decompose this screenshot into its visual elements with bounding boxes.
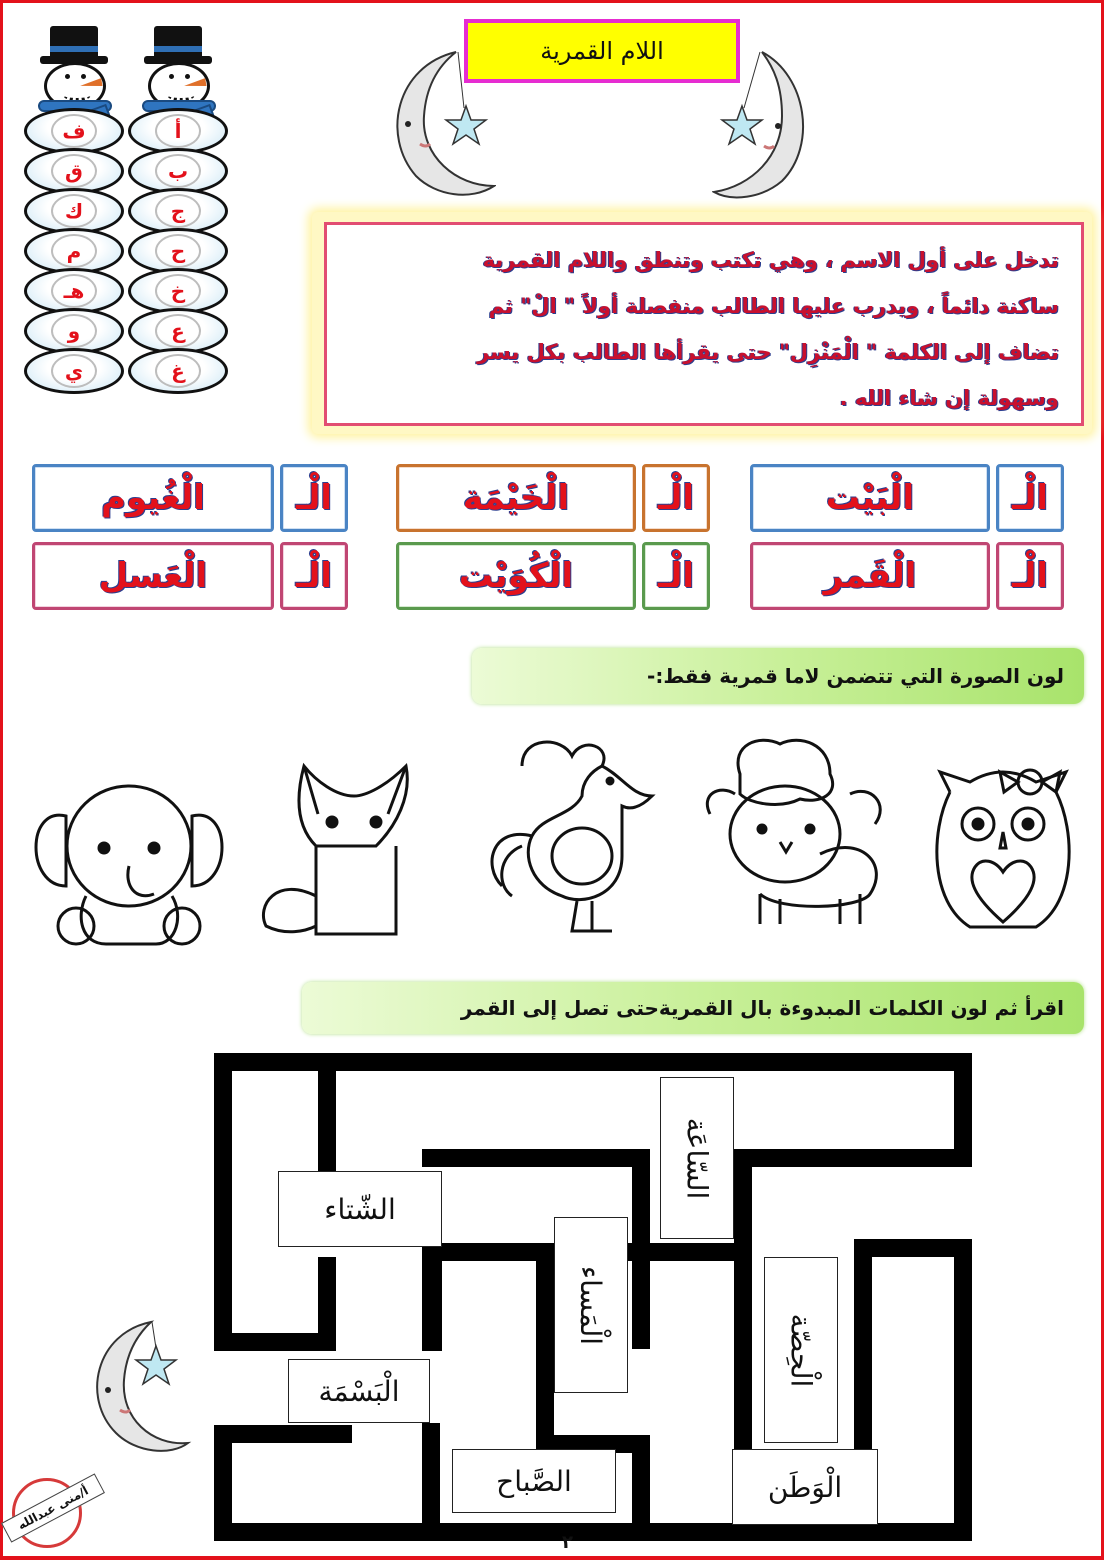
word-card: الْقَمر [750, 542, 990, 610]
hat-icon [154, 26, 202, 58]
explanation-line: وسهولة إن شاء الله . [839, 386, 1059, 410]
maze-word[interactable]: الْحِصّة [764, 1257, 838, 1443]
prefix-card: الْـ [280, 542, 348, 610]
maze [214, 1053, 972, 1541]
word-card: الْخَيْمَة [396, 464, 636, 532]
maze-word[interactable]: الشّتاء [278, 1171, 442, 1247]
explanation-line: تدخل على أول الاسم ، وهي تكتب وتنطق واللام القمرية [482, 248, 1059, 272]
prefix-card: الْـ [642, 464, 710, 532]
letter: ح [155, 234, 201, 268]
letter: أ [155, 114, 201, 148]
snowman-left [24, 26, 124, 386]
letter: ك [51, 194, 97, 228]
letter: غ [155, 354, 201, 388]
author-stamp: أ/منى عبدالله [1, 1473, 105, 1542]
maze-word[interactable]: الْمَساء [554, 1217, 628, 1393]
letter: هـ [51, 274, 97, 308]
word-card: الْعَسل [32, 542, 274, 610]
word-card: الْغُيوم [32, 464, 274, 532]
instruction-banner-color [472, 648, 1084, 704]
elephant-icon[interactable] [26, 766, 232, 946]
prefix-card: الْـ [996, 464, 1064, 532]
letter: ف [51, 114, 97, 148]
letter: ج [155, 194, 201, 228]
letter: م [51, 234, 97, 268]
instruction-banner-maze [302, 982, 1084, 1034]
letter: ق [51, 154, 97, 188]
explanation-text [324, 222, 1084, 426]
prefix-card: الْـ [996, 542, 1064, 610]
explanation-line: تضاف إلى الكلمة " الْمَنْزِل" حتى يقرأها الطالب بكل يسر [477, 340, 1059, 364]
explanation-line: ساكنة دائماً ، ويدرب عليها الطالب منفصلة أولاً " الْ" ثم [488, 294, 1059, 318]
prefix-card: الْـ [280, 464, 348, 532]
snowman-right [128, 26, 228, 386]
letter: خ [155, 274, 201, 308]
owl-icon[interactable] [920, 752, 1086, 942]
letter: ي [51, 354, 97, 388]
word-card: الْبَيْت [750, 464, 990, 532]
fox-icon[interactable] [256, 756, 432, 942]
instruction-text: لون الصورة التي تتضمن لاما قمرية فقط:- [647, 664, 1064, 688]
prefix-card: الْـ [642, 542, 710, 610]
word-card: الْكُوَيْت [396, 542, 636, 610]
maze-word[interactable]: الْبَسْمَة [288, 1359, 430, 1423]
moon-star-icon [76, 1318, 196, 1458]
page-title: اللام القمرية [464, 19, 740, 83]
instruction-text: اقرأ ثم لون الكلمات المبدوءة بال القمريةحتى تصل إلى القمر [460, 996, 1064, 1020]
page-number: ٢ [562, 1532, 573, 1553]
letter: ع [155, 314, 201, 348]
letter: ب [155, 154, 201, 188]
maze-word[interactable]: الْوَطَن [732, 1449, 878, 1525]
sheep-icon[interactable] [700, 734, 890, 930]
maze-word[interactable]: السّاعَة [660, 1077, 734, 1239]
hat-icon [50, 26, 98, 58]
letter: و [51, 314, 97, 348]
maze-word[interactable]: الصَّباح [452, 1449, 616, 1513]
rooster-icon[interactable] [482, 736, 672, 936]
